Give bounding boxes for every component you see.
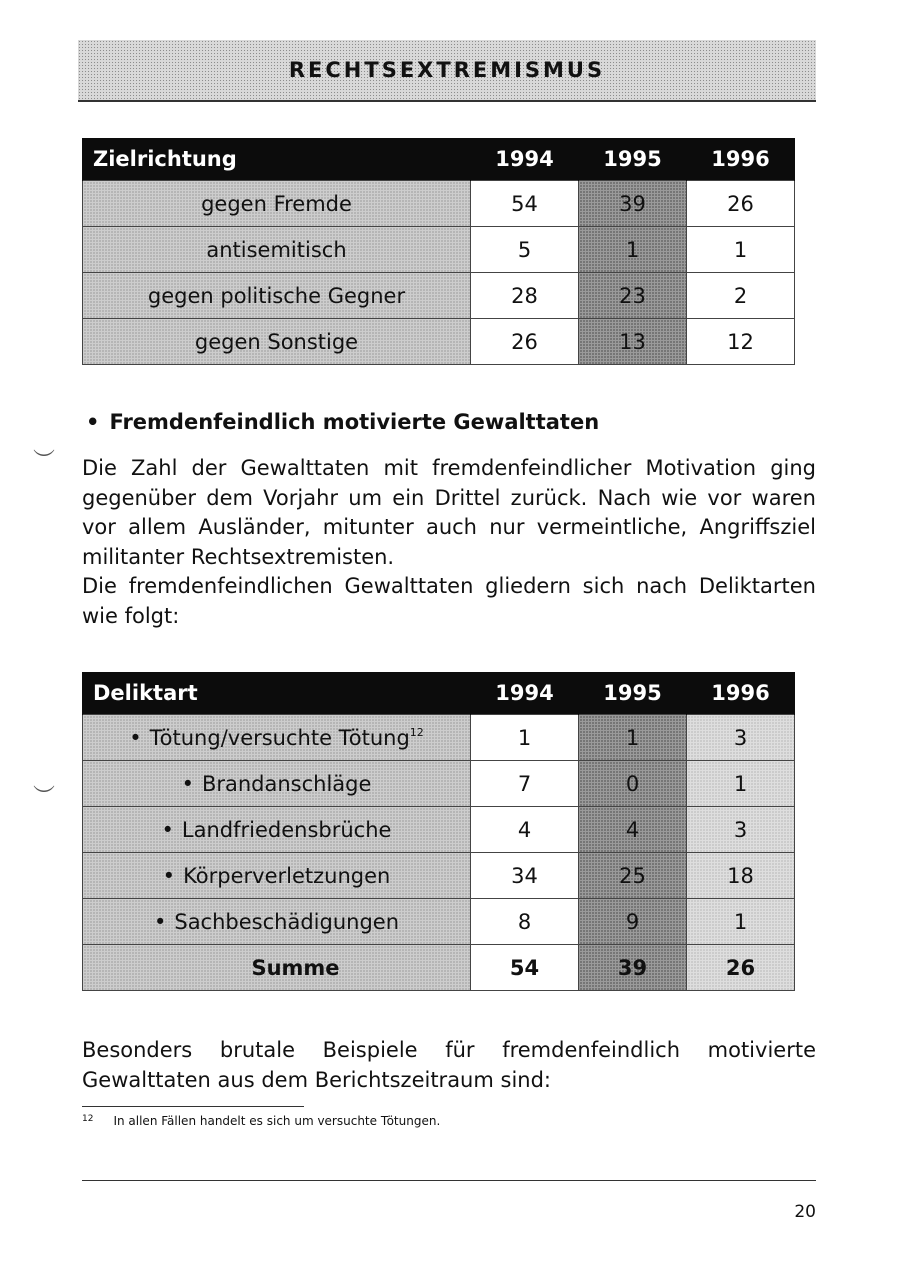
footnote-number: 12 — [82, 1114, 94, 1124]
cell-1995: 23 — [579, 273, 687, 319]
column-header-1994: 1994 — [471, 672, 579, 715]
cell-1994: 28 — [471, 273, 579, 319]
sum-1996: 26 — [687, 945, 795, 991]
cell-1995: 1 — [579, 715, 687, 761]
section-heading-text: Fremdenfeindlich motivierte Gewalttaten — [109, 410, 600, 434]
row-label — [83, 899, 471, 945]
table-row — [83, 807, 795, 853]
margin-hole-mark: ︶ — [33, 449, 56, 474]
row-label-text: Landfriedensbrüche — [181, 817, 392, 842]
cell-1995: 4 — [579, 807, 687, 853]
bullet-icon: • — [153, 909, 167, 934]
paragraph-intro: Die Zahl der Gewalttaten mit fremdenfeindlicher Motivation ging gegenüber dem Vorjahr um ein Drittel zurück. Nach wie vor waren vor allem Ausländer, mitunter auch nur vermeintliche, Angriffsziel militanter Rechtsextremisten. — [82, 456, 816, 569]
column-header-1995: 1995 — [579, 138, 687, 181]
cell-1996: 1 — [687, 899, 795, 945]
cell-1994: 8 — [471, 899, 579, 945]
row-label — [83, 715, 471, 761]
row-label: gegen Sonstige — [83, 319, 471, 365]
row-label — [83, 853, 471, 899]
paragraph-deliktarten: Die fremdenfeindlichen Gewalttaten gliedern sich nach Deliktarten wie folgt: — [82, 574, 816, 628]
row-label-text: Körperverletzungen — [183, 863, 391, 888]
cell-1995: 25 — [579, 853, 687, 899]
table-row — [83, 227, 795, 273]
row-label — [83, 761, 471, 807]
sum-1995: 39 — [579, 945, 687, 991]
column-header-zielrichtung: Zielrichtung — [83, 138, 471, 181]
column-header-deliktart: Deliktart — [83, 672, 471, 715]
cell-1996: 3 — [687, 807, 795, 853]
cell-1994: 5 — [471, 227, 579, 273]
bullet-icon: • — [161, 817, 174, 842]
page-bottom-divider — [82, 1180, 816, 1181]
cell-1996: 26 — [687, 181, 795, 227]
column-header-1996: 1996 — [687, 138, 795, 181]
footnote-text: In allen Fällen handelt es sich um versuchte Tötungen. — [113, 1114, 441, 1128]
row-label-text: Tötung/versuchte Tötung — [149, 725, 410, 750]
page-title: RECHTSEXTREMISMUS — [288, 58, 606, 82]
page-number: 20 — [794, 1202, 816, 1222]
row-label: antisemitisch — [83, 227, 471, 273]
row-label: gegen Fremde — [83, 181, 471, 227]
table-row — [83, 273, 795, 319]
footnote-reference: 12 — [409, 725, 424, 739]
row-label-text: Sachbeschädigungen — [174, 909, 400, 934]
bullet-icon: • — [162, 863, 176, 888]
sum-1994: 54 — [471, 945, 579, 991]
cell-1996: 12 — [687, 319, 795, 365]
row-label-text: Brandanschläge — [201, 771, 372, 796]
column-header-1996: 1996 — [687, 672, 795, 715]
table-header-row — [83, 138, 795, 181]
cell-1995: 39 — [579, 181, 687, 227]
cell-1995: 1 — [579, 227, 687, 273]
margin-hole-mark: ︶ — [33, 785, 56, 810]
footnote-divider — [82, 1106, 304, 1107]
zielrichtung-table — [82, 138, 795, 365]
table-row — [83, 181, 795, 227]
table-row — [83, 899, 795, 945]
row-label: gegen politische Gegner — [83, 273, 471, 319]
cell-1996: 18 — [687, 853, 795, 899]
cell-1996: 2 — [687, 273, 795, 319]
cell-1995: 0 — [579, 761, 687, 807]
table-row — [83, 853, 795, 899]
cell-1994: 34 — [471, 853, 579, 899]
section-heading — [86, 410, 599, 434]
footnote — [82, 1114, 440, 1128]
cell-1994: 54 — [471, 181, 579, 227]
table-row — [83, 761, 795, 807]
cell-1994: 7 — [471, 761, 579, 807]
cell-1996: 1 — [687, 227, 795, 273]
bullet-icon: • — [129, 725, 142, 750]
cell-1995: 9 — [579, 899, 687, 945]
column-header-1994: 1994 — [471, 138, 579, 181]
paragraph-beispiele: Besonders brutale Beispiele für fremdenfeindlich motivierte Gewalttaten aus dem Berichtszeitraum sind: — [82, 1038, 816, 1092]
table-row — [83, 319, 795, 365]
cell-1994: 4 — [471, 807, 579, 853]
cell-1995: 13 — [579, 319, 687, 365]
cell-1996: 3 — [687, 715, 795, 761]
table-header-row — [83, 672, 795, 715]
cell-1994: 26 — [471, 319, 579, 365]
table-row — [83, 715, 795, 761]
table-sum-row — [83, 945, 795, 991]
bullet-icon: • — [181, 771, 194, 796]
bullet-icon: • — [86, 410, 100, 434]
row-label — [83, 807, 471, 853]
sum-label: Summe — [83, 945, 471, 991]
deliktart-table — [82, 672, 795, 991]
column-header-1995: 1995 — [579, 672, 687, 715]
cell-1994: 1 — [471, 715, 579, 761]
header-band — [78, 40, 816, 102]
cell-1996: 1 — [687, 761, 795, 807]
